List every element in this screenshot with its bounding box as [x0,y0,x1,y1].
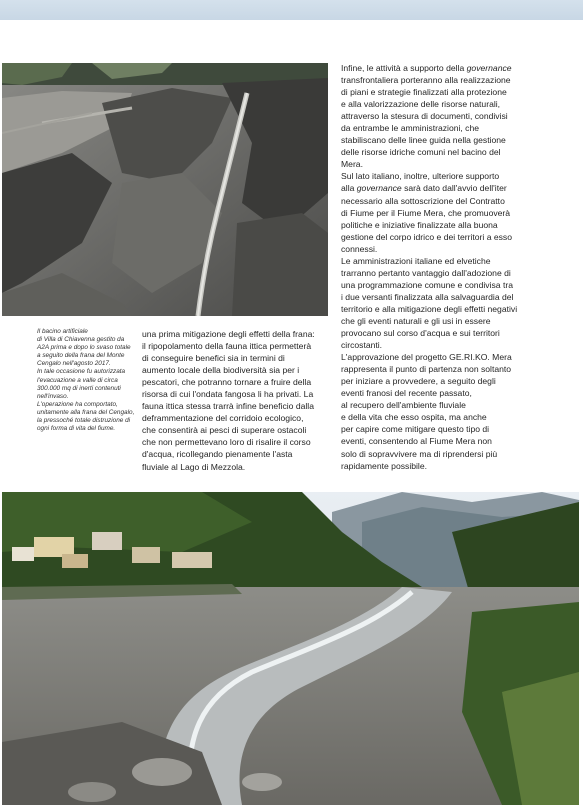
text-line: una prima mitigazione degli effetti della frana: [142,329,315,339]
caption-line: nell'invaso. [37,392,69,400]
paragraph-governance-activities [341,62,531,170]
text-line: gestione del corpo idrico e dei territori a esso [341,231,513,242]
text-line [341,182,531,194]
caption-line: la pressoché totale distruzione di [37,417,131,425]
text-line: che non permettevano loro di risalire il corso [142,437,311,448]
text-line: eventi franosi del recente passato, [341,388,472,399]
text-line: solo di sopravvivere ma di riprendersi più [341,448,498,459]
text-line: e alla valorizzazione delle risorse naturali, [341,99,501,110]
text-line: al recupero dell'ambiente fluviale [341,400,466,411]
text-line: eventi, consentendo al Fiume Mera non [341,436,492,447]
text-line: Mera. [341,159,363,170]
text-line: che consentirà ai pesci di superare ostacoli [142,425,307,436]
text-line: il ripopolamento della fauna ittica permetterà [142,341,312,352]
reservoir-riverbed-photo [2,63,328,316]
text-line: di Fiume per il Fiume Mera, che promuoverà [341,207,511,218]
reservoir-riverbed-image [2,63,328,316]
text-line: necessario alla sottoscrizione del Contratto [341,195,505,206]
text-line: delle risorse idriche comuni nel bacino del [341,147,501,158]
paragraph-administrations [341,255,531,351]
text-line: pescatori, che potranno tornare a fruire della [142,377,312,388]
text-line [341,62,531,74]
text-line: L'approvazione del progetto GE.RI.KO. Mera [341,352,512,363]
text-line: fauna ittica stessa trarrà infine beneficio dalla [142,401,314,412]
text-line: i due versanti finalizzata alla salvaguardia del [341,291,514,302]
text-line: transfrontaliera porteranno alla realizzazione [341,75,511,86]
text-run: alla [341,183,357,194]
middle-text-column [142,328,329,473]
text-line: aumento locale della biodiversità sia per i [142,365,300,376]
text-line: provocano sul corso d'acqua e sui territori [341,328,500,339]
governance-term: governance [466,63,512,73]
caption-line: ogni forma di vita del fiume. [37,425,116,433]
right-text-column [341,62,531,472]
caption-line: 300.000 mq di inerti contenuti [37,384,121,392]
text-line: di piani e strategie finalizzati alla protezione [341,87,507,98]
text-line: e della vita che esso ospita, ma anche [341,412,487,423]
text-line: fluviale al Lago di Mezzola. [142,461,246,472]
text-line: deframmentazione del corridoio ecologico, [142,413,304,424]
text-line: territorio e alla mitigazione degli effetti negativi [341,303,518,314]
header-band [0,0,583,20]
text-line: trarranno pertanto vantaggio dall'adozione di [341,267,511,278]
caption-line: A2A prima e dopo lo svaso totale [37,344,131,352]
caption-line: di Villa di Chiavenna gestito da [37,336,125,344]
text-run: Infine, le attività a supporto della [341,63,467,73]
caption-line: Cengalo nell'agosto 2017. [37,360,111,368]
text-run: sarà dato dall'avvio dell'iter [401,183,507,194]
text-line: per iniziare a provvedere, a seguito degli [341,376,496,387]
caption-line: In tale occasione fu autorizzata [37,368,126,376]
text-line: risorsa di cui l'ondata fangosa li ha privati. La [142,389,314,400]
paragraph-italian-side [341,170,531,254]
text-line: per capire come mitigare questo tipo di [341,424,490,435]
caption-line: Il bacino artificiale [37,328,88,335]
photo-caption [37,328,138,433]
paragraph-project-approval [341,351,531,471]
text-line: rappresenta il punto di partenza non soltanto [341,364,512,375]
text-line: Le amministrazioni italiane ed elvetiche [341,255,491,266]
text-line: politiche e iniziative finalizzate alla buona [341,219,498,230]
text-line: una programmazione comune e condivisa tra [341,279,513,290]
text-line: di conseguire benefici sia in termini di [142,353,285,364]
river-valley-image [2,492,579,805]
governance-term: governance [356,183,402,194]
text-line: connessi. [341,243,378,254]
text-line: d'acqua, ricollegando pienamente l'asta [142,449,293,460]
caption-line: a seguito della frana del Monte [37,352,125,360]
text-line: stabiliscano delle linee guida nella gestione [341,135,506,146]
text-line: attraverso la stesura di documenti, condivisi [341,111,508,122]
text-line: che gli eventi naturali e gli usi in essere [341,315,491,326]
text-line: circostanti. [341,340,383,351]
text-line: rapidamente possibile. [341,460,427,471]
caption-line: unitamente alla frana del Cengalo, [37,408,135,416]
caption-line: l'evacuazione a valle di circa [37,376,118,384]
text-line: da entrambe le amministrazioni, che [341,123,480,134]
caption-line: L'operazione ha comportato, [37,400,118,408]
river-valley-photo [2,492,579,805]
text-line: Sul lato italiano, inoltre, ulteriore supporto [341,171,500,182]
